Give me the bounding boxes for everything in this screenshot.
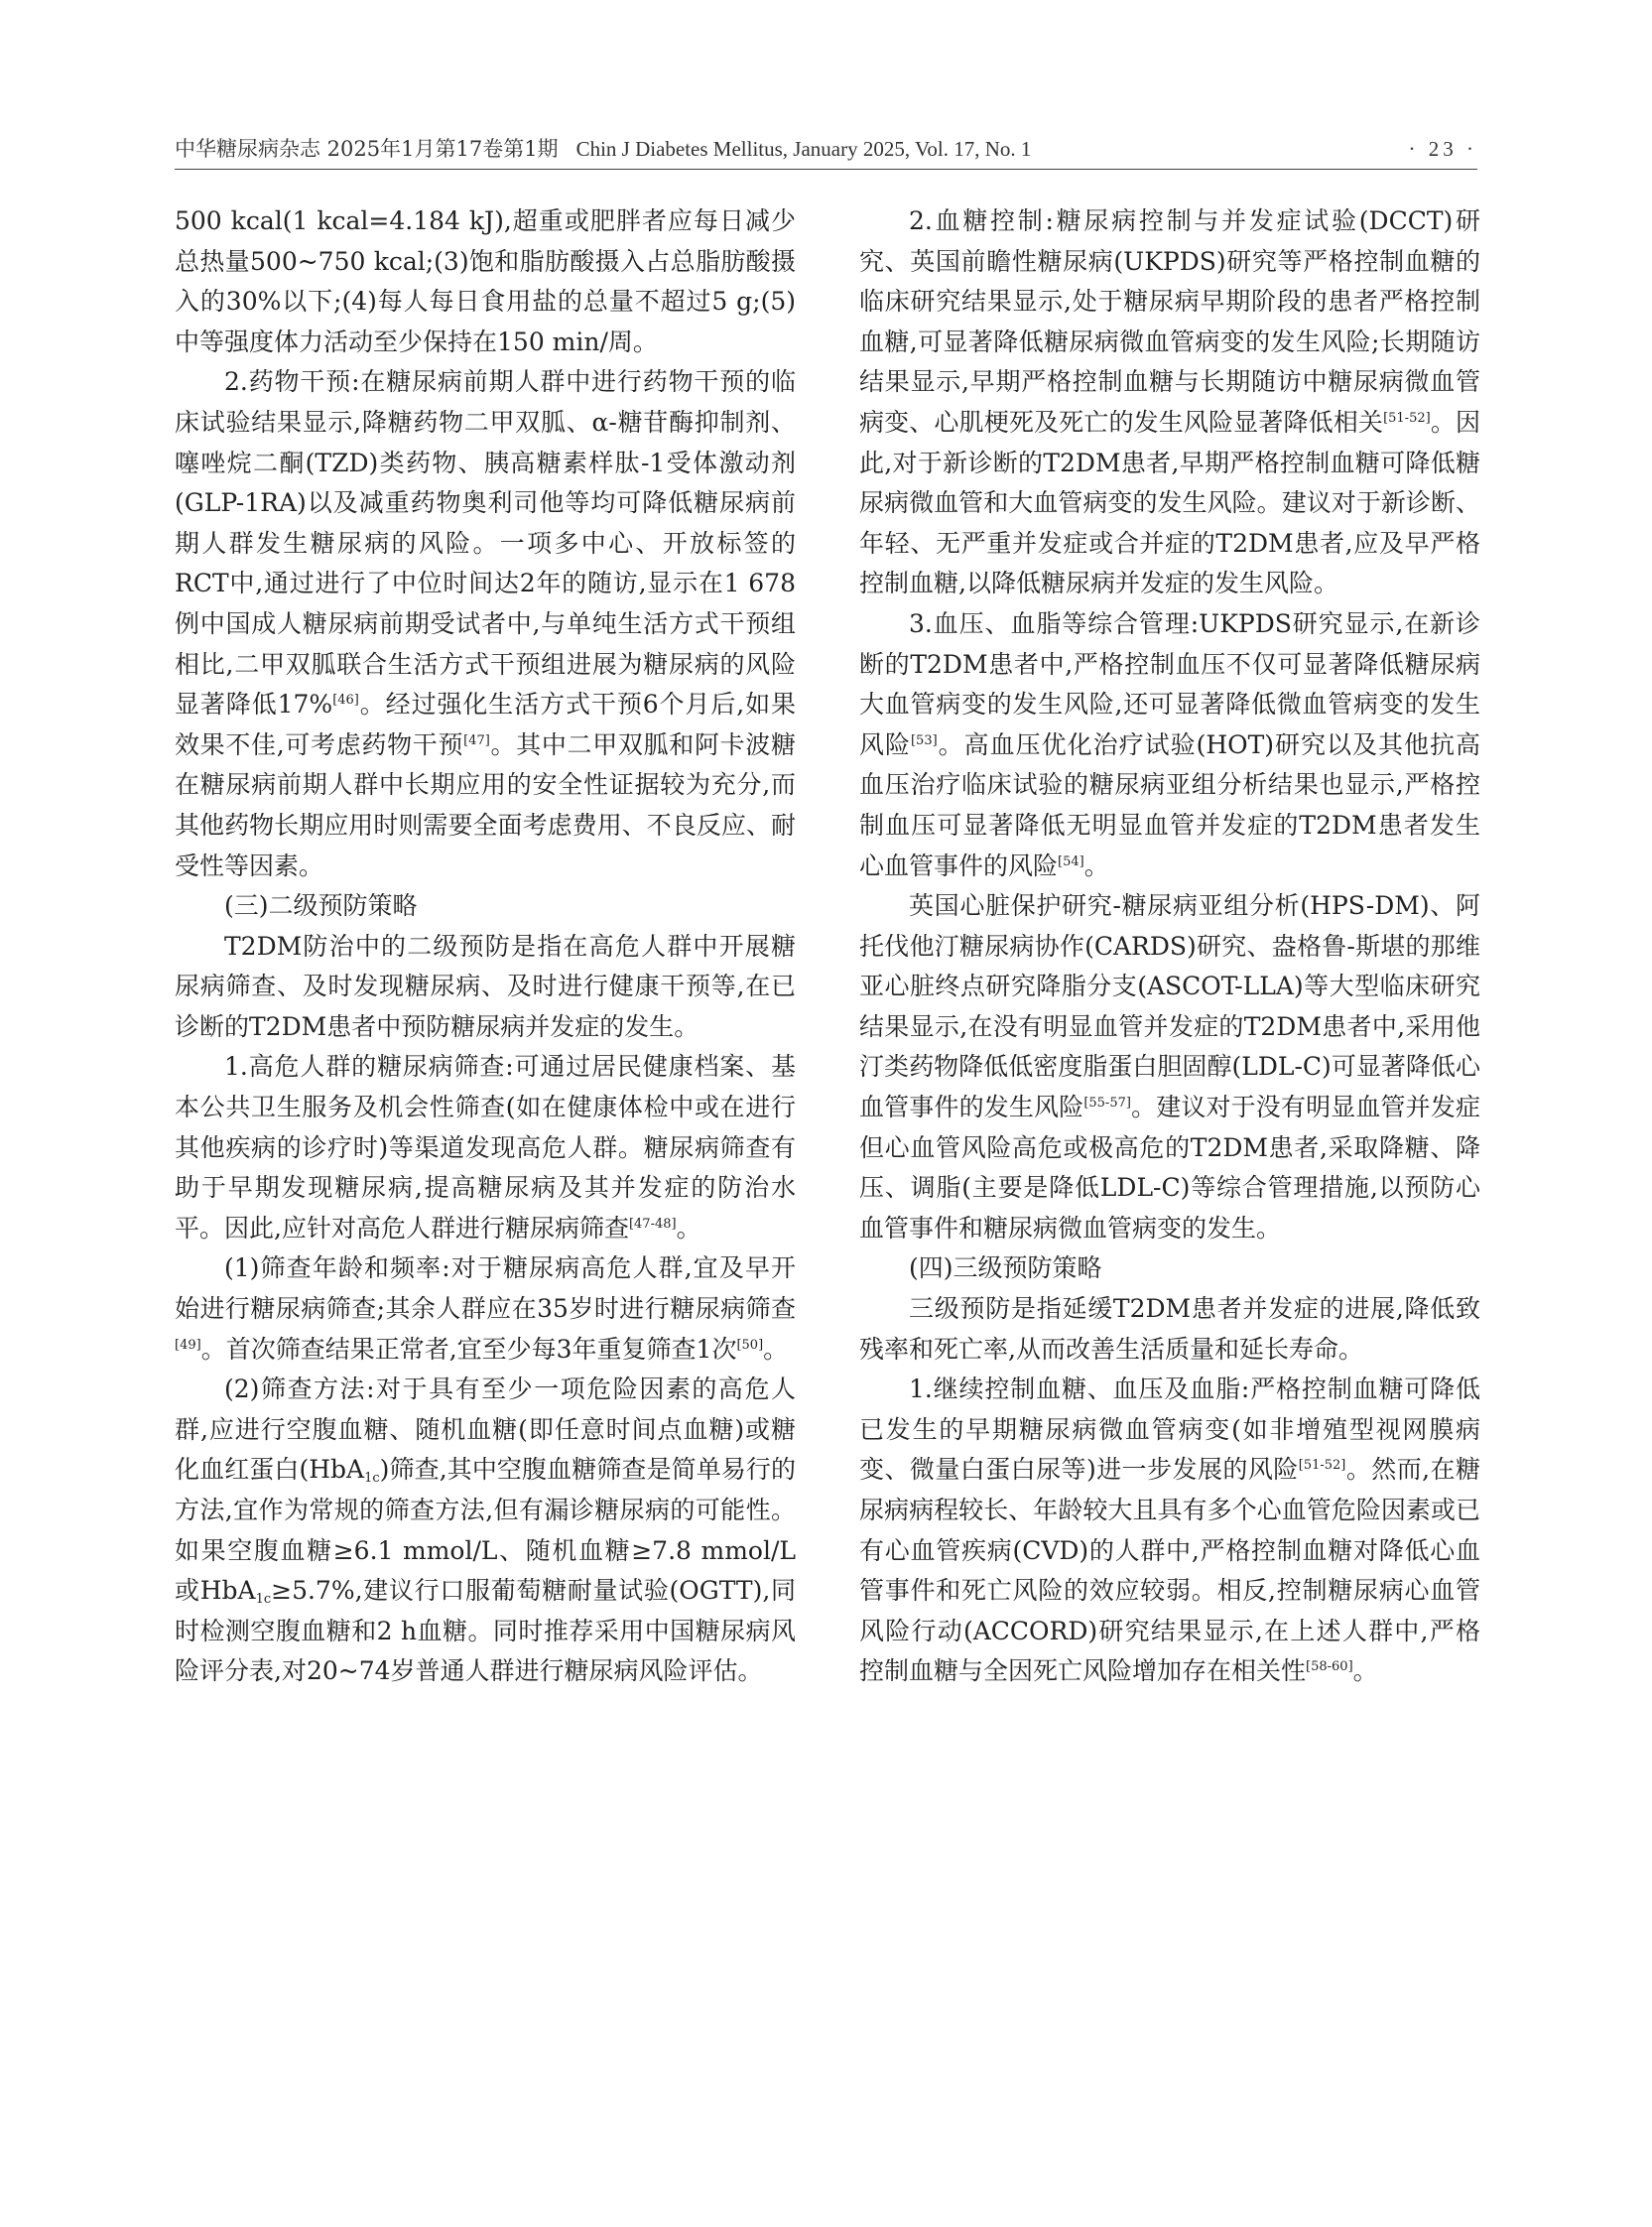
paragraph-bp-lipid [859, 604, 1480, 886]
right-column [859, 201, 1480, 2201]
paragraph-screening-age [175, 1248, 796, 1370]
text: 。其中二甲双胍和阿卡波糖在糖尿病前期人群中长期应用的安全性证据较为充分,而其他药物长期应用时则需要全面考虑费用、不良反应、耐受性等因素。 [175, 729, 796, 880]
text: (1)筛查年龄和频率:对于糖尿病高危人群,宜及早开始进行糖尿病筛查;其余人群应在35岁时进行糖尿病筛查 [175, 1253, 796, 1324]
text: 。 [676, 1213, 701, 1243]
section-heading: (三)二级预防策略 [224, 891, 418, 921]
text: 。 [763, 1334, 789, 1364]
text: 2.药物干预:在糖尿病前期人群中进行药物干预的临床试验结果显示,降糖药物二甲双胍、α-糖苷酶抑制剂、噻唑烷二酮(TZD)类药物、胰高糖素样肽-1受体激动剂(GLP-1RA)以及减重药物奥利司他等均可降低糖尿病前期人群发生糖尿病的风险。一项多中心、开放标签的RCT中,通过进行了中位时间达2年的随访,显示在1 678例中国成人糖尿病前期受试者中,与单纯生活方式干预组相比,二甲双胍联合生活方式干预组进展为糖尿病的风险显著降低17% [175, 367, 796, 720]
citation: [51-52] [1383, 410, 1431, 426]
text: 。建议对于没有明显血管并发症但心血管风险高危或极高危的T2DM患者,采取降糖、降压、调脂(主要是降低LDL-C)等综合管理措施,以预防心血管事件和糖尿病微血管病变的发生。 [859, 1093, 1480, 1243]
paragraph-glucose-control [859, 201, 1480, 604]
paragraph-screening [175, 1047, 796, 1248]
text: 1.继续控制血糖、血压及血脂:严格控制血糖可降低已发生的早期糖尿病微血管病变(如非增殖型视网膜病变、微量白蛋白尿等)进一步发展的风险 [859, 1375, 1480, 1485]
subscript: 1c [255, 1592, 272, 1608]
text: 500 kcal(1 kcal=4.184 kJ),超重或肥胖者应每日减少总热量500~750 kcal;(3)饱和脂肪酸摄入占总脂肪酸摄入的30%以下;(4)每人每日食用盐的总量不超过5 g;(5)中等强度体力活动至少保持在150 min/周。 [175, 206, 796, 356]
paragraph-drug-intervention [175, 362, 796, 886]
citation: [51-52] [1298, 1458, 1346, 1474]
page-number: · 23 · [1408, 137, 1477, 161]
citation: [58-60] [1306, 1659, 1353, 1675]
text: 3.血压、血脂等综合管理:UKPDS研究显示,在新诊断的T2DM患者中,严格控制血压不仅可显著降低糖尿病大血管病变的发生风险,还可显著降低微血管病变的发生风险 [859, 608, 1480, 759]
text: )筛查,其中空腹血糖筛查是简单易行的方法,宜作为常规的筛查方法,但有漏诊糖尿病的可能性。如果空腹血糖≥6.1 mmol/L、随机血糖≥7.8 mmol/L或HbA [175, 1455, 796, 1606]
paragraph-screening-method [175, 1370, 796, 1692]
paragraph [175, 201, 796, 362]
paragraph-statin [859, 886, 1480, 1248]
paragraph [859, 1289, 1480, 1370]
text: 三级预防是指延缓T2DM患者并发症的进展,降低致残率和死亡率,从而改善生活质量和延长寿命。 [859, 1294, 1480, 1364]
paragraph [175, 927, 796, 1048]
text: T2DM防治中的二级预防是指在高危人群中开展糖尿病筛查、及时发现糖尿病、及时进行健康干预等,在已诊断的T2DM患者中预防糖尿病并发症的发生。 [175, 931, 796, 1041]
subscript: 1c [364, 1471, 380, 1487]
text: (2)筛查方法:对于具有至少一项危险因素的高危人群,应进行空腹血糖、随机血糖(即任意时间点血糖)或糖化血红蛋白(HbA [175, 1375, 796, 1485]
citation: [55-57] [1083, 1096, 1131, 1112]
text: 。高血压优化治疗试验(HOT)研究以及其他抗高血压治疗临床试验的糖尿病亚组分析结果也显示,严格控制血压可显著降低无明显血管并发症的T2DM患者发生心血管事件的风险 [859, 729, 1480, 880]
citation: [50] [736, 1337, 764, 1353]
journal-title-cn: 中华糖尿病杂志 2025年1月第17卷第1期 [175, 137, 559, 161]
citation: [54] [1058, 853, 1084, 869]
text: 2.血糖控制:糖尿病控制与并发症试验(DCCT)研究、英国前瞻性糖尿病(UKPDS)研究等严格控制血糖的临床研究结果显示,处于糖尿病早期阶段的患者严格控制血糖,可显著降低糖尿病微血管病变的发生风险;长期随访结果显示,早期严格控制血糖与长期随访中糖尿病微血管病变、心肌梗死及死亡的发生风险显著降低相关 [859, 206, 1480, 437]
text: 1.高危人群的糖尿病筛查:可通过居民健康档案、基本公共卫生服务及机会性筛查(如在健康体检中或在进行其他疾病的诊疗时)等渠道发现高危人群。糖尿病筛查有助于早期发现糖尿病,提高糖尿病及其并发症的防治水平。因此,应针对高危人群进行糖尿病筛查 [175, 1052, 796, 1243]
citation: [49] [175, 1337, 201, 1353]
text: 英国心脏保护研究-糖尿病亚组分析(HPS-DM)、阿托伐他汀糖尿病协作(CARDS)研究、盎格鲁-斯堪的那维亚心脏终点研究降脂分支(ASCOT-LLA)等大型临床研究结果显示,在没有明显血管并发症的T2DM患者中,采用他汀类药物降低低密度脂蛋白胆固醇(LDL-C)可显著降低心血管事件的发生风险 [859, 891, 1480, 1122]
text: 。因此,对于新诊断的T2DM患者,早期严格控制血糖可降低糖尿病微血管和大血管病变的发生风险。建议对于新诊断、年轻、无严重并发症或合并症的T2DM患者,应及早严格控制血糖,以降低糖尿病并发症的发生风险。 [859, 407, 1480, 598]
section-heading: (四)三级预防策略 [909, 1253, 1102, 1283]
running-header [175, 129, 1477, 170]
citation: [53] [910, 732, 938, 748]
citation: [47-48] [628, 1216, 677, 1232]
text: 。经过强化生活方式干预6个月后,如果效果不佳,可考虑药物干预 [175, 690, 796, 759]
left-column [175, 201, 796, 2201]
journal-title-en: Chin J Diabetes Mellitus, January 2025, Vol. 17, No. 1 [575, 137, 1032, 161]
text: 。然而,在糖尿病病程较长、年龄较大且具有多个心血管危险因素或已有心血管疾病(CVD)的人群中,严格控制血糖对降低心血管事件和死亡风险的效应较弱。相反,控制糖尿病心血管风险行动(ACCORD)研究结果显示,在上述人群中,严格控制血糖与全因死亡风险增加存在相关性 [859, 1455, 1480, 1686]
text: 。 [1352, 1656, 1378, 1686]
text: 。 [1083, 851, 1109, 880]
paragraph-continued-control [859, 1370, 1480, 1692]
citation: [46] [332, 693, 359, 709]
text: ≥5.7%,建议行口服葡萄糖耐量试验(OGTT),同时检测空腹血糖和2 h血糖。同时推荐采用中国糖尿病风险评分表,对20~74岁普通人群进行糖尿病风险评估。 [175, 1576, 796, 1686]
citation: [47] [463, 732, 490, 748]
text: 。首次筛查结果正常者,宜至少每3年重复筛查1次 [200, 1334, 737, 1364]
